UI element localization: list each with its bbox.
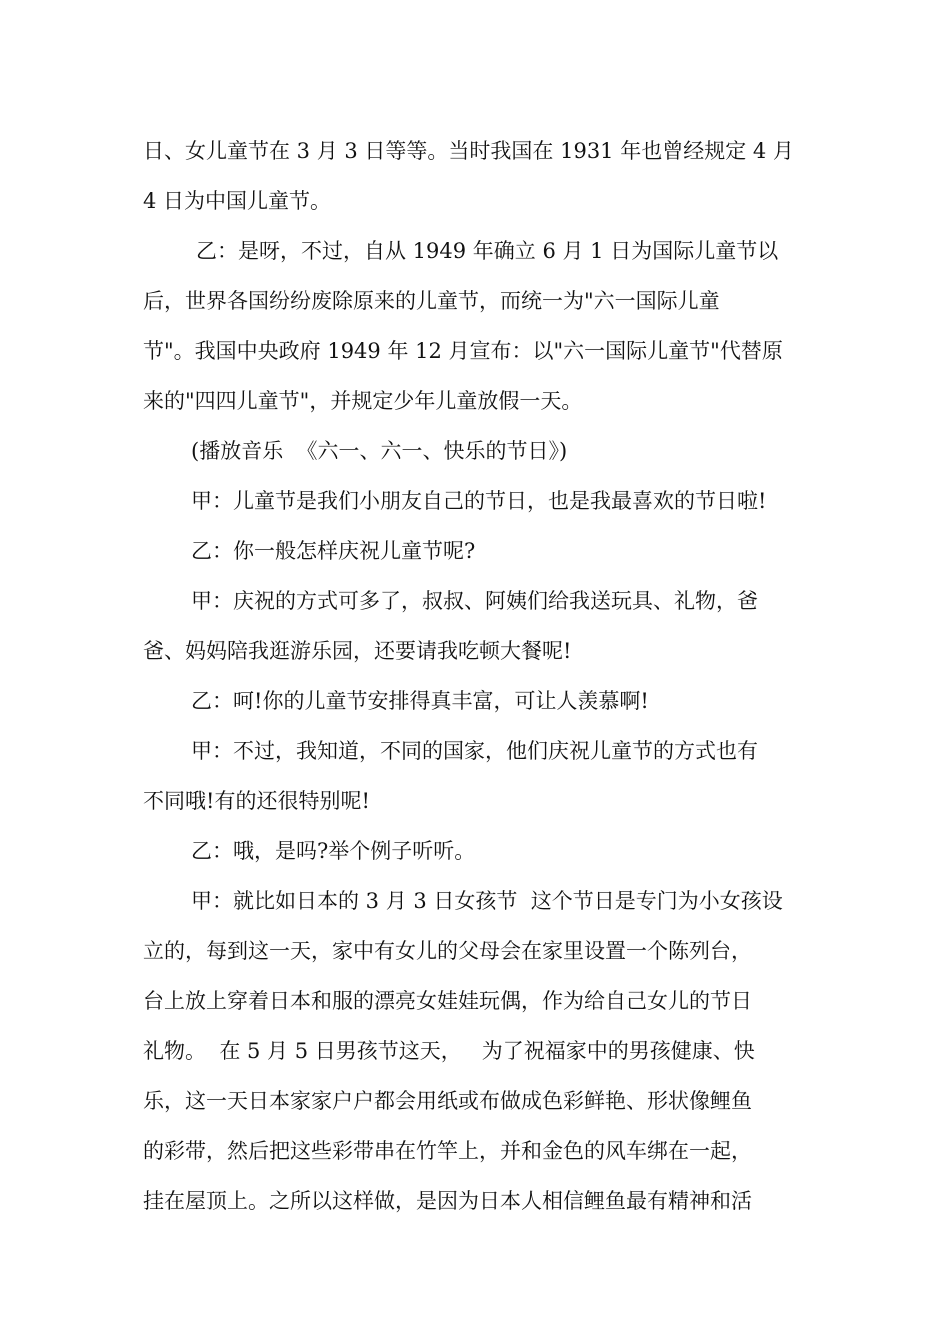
text-line-9: 乙：你一般怎样庆祝儿童节呢? bbox=[191, 539, 476, 563]
text-line-18: 台上放上穿着日本和服的漂亮女娃娃玩偶，作为给自己女儿的节日 bbox=[143, 989, 752, 1013]
text-line-6: 来的"四四儿童节"，并规定少年儿童放假一天。 bbox=[143, 389, 583, 413]
text-line-19: 礼物。 在 5 月 5 日男孩节这天， 为了祝福家中的男孩健康、快 bbox=[143, 1039, 755, 1063]
text-line-12: 乙：呵!你的儿童节安排得真丰富，可让人羡慕啊! bbox=[191, 689, 649, 713]
text-line-20: 乐，这一天日本家家户户都会用纸或布做成色彩鲜艳、形状像鲤鱼 bbox=[143, 1089, 752, 1113]
text-line-2: 4 日为中国儿童节。 bbox=[143, 189, 332, 213]
text-line-8: 甲：儿童节是我们小朋友自己的节日，也是我最喜欢的节日啦! bbox=[191, 489, 767, 513]
text-line-1: 日、女儿童节在 3 月 3 日等等。当时我国在 1931 年也曾经规定 4 月 bbox=[143, 139, 794, 163]
text-line-21: 的彩带，然后把这些彩带串在竹竿上，并和金色的风车绑在一起， bbox=[143, 1139, 752, 1163]
text-line-22: 挂在屋顶上。之所以这样做，是因为日本人相信鲤鱼最有精神和活 bbox=[143, 1189, 752, 1213]
text-line-13: 甲：不过，我知道，不同的国家，他们庆祝儿童节的方式也有 bbox=[191, 739, 758, 763]
text-line-15: 乙：哦，是吗?举个例子听听。 bbox=[191, 839, 476, 863]
text-line-7: (播放音乐 《六一、六一、快乐的节日》) bbox=[191, 439, 568, 463]
text-line-3: 乙：是呀，不过，自从 1949 年确立 6 月 1 日为国际儿童节以 bbox=[196, 239, 779, 263]
text-line-14: 不同哦!有的还很特别呢! bbox=[143, 789, 370, 813]
text-line-10: 甲：庆祝的方式可多了，叔叔、阿姨们给我送玩具、礼物，爸 bbox=[191, 589, 758, 613]
text-line-11: 爸、妈妈陪我逛游乐园，还要请我吃顿大餐呢! bbox=[143, 639, 572, 663]
text-line-16: 甲：就比如日本的 3 月 3 日女孩节 这个节日是专门为小女孩设 bbox=[191, 889, 783, 913]
text-line-17: 立的，每到这一天，家中有女儿的父母会在家里设置一个陈列台， bbox=[143, 939, 752, 963]
text-line-5: 节"。我国中央政府 1949 年 12 月宣布：以"六一国际儿童节"代替原 bbox=[143, 339, 783, 363]
text-line-4: 后，世界各国纷纷废除原来的儿童节，而统一为"六一国际儿童 bbox=[143, 289, 720, 313]
